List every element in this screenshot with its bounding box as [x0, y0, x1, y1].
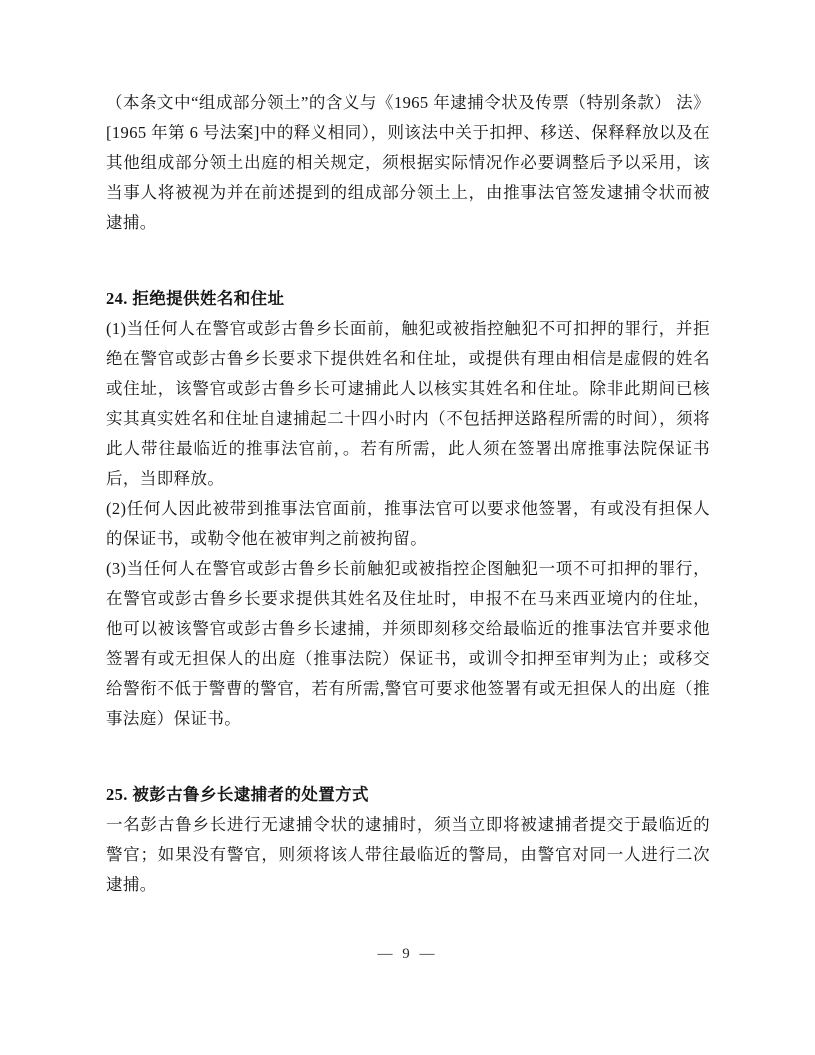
section-24-clause-1: (1)当任何人在警官或彭古鲁乡长面前，触犯或被指控触犯不可扣押的罪行，并拒绝在警官或彭古鲁乡长要求下提供姓名和住址，或提供有理由相信是虚假的姓名或住址，该警官或彭古鲁乡长可逮捕此人以核实其姓名和住址。除非此期间已核实其真实姓名和住址自逮捕起二十四小时内（不包括押送路程所需的时间），须将此人带往最临近的推事法官前，。若有所需，此人须在签署出席推事法院保证书后，当即释放。 — [106, 319, 710, 488]
paragraph-continuation: （本条文中“组成部分领土”的含义与《1965 年逮捕令状及传票（特别条款） 法》[1965 年第 6 号法案]中的释义相同），则该法中关于扣押、移送、保释释放以及在其他组成部分领土出庭的相关规定，须根据实际情况作必要调整后予以采用，该当事人将被视为并在前述提到的组成部分领土上，由推事法官签发逮捕令状而被逮捕。 — [106, 93, 710, 232]
section-25-body: 一名彭古鲁乡长进行无逮捕令状的逮捕时，须当立即将被逮捕者提交于最临近的警官；如果没有警官，则须将该人带往最临近的警局，由警官对同一人进行二次逮捕。 — [106, 815, 710, 894]
section-24-clause-3: (3)当任何人在警官或彭古鲁乡长前触犯或被指控企图触犯一项不可扣押的罪行，在警官或彭古鲁乡长要求提供其姓名及住址时，申报不在马来西亚境内的住址，他可以被该警官或彭古鲁乡长逮捕，并须即刻移交给最临近的推事法官并要求他签署有或无担保人的出庭（推事法院）保证书，或训令扣押至审判为止；或移交给警衔不低于警曹的警官，若有所需,警官可要求他签署有或无担保人的出庭（推事法庭）保证书。 — [106, 559, 710, 728]
section-24-clause-2: (2)任何人因此被带到推事法官面前，推事法官可以要求他签署，有或没有担保人的保证书，或勒令他在被审判之前被拘留。 — [106, 499, 710, 548]
section-25-heading: 25. 被彭古鲁乡长逮捕者的处置方式 — [106, 785, 369, 804]
page-number: — 9 — — [377, 946, 438, 962]
document-body — [106, 88, 710, 900]
section-24-heading: 24. 拒绝提供姓名和住址 — [106, 289, 285, 308]
